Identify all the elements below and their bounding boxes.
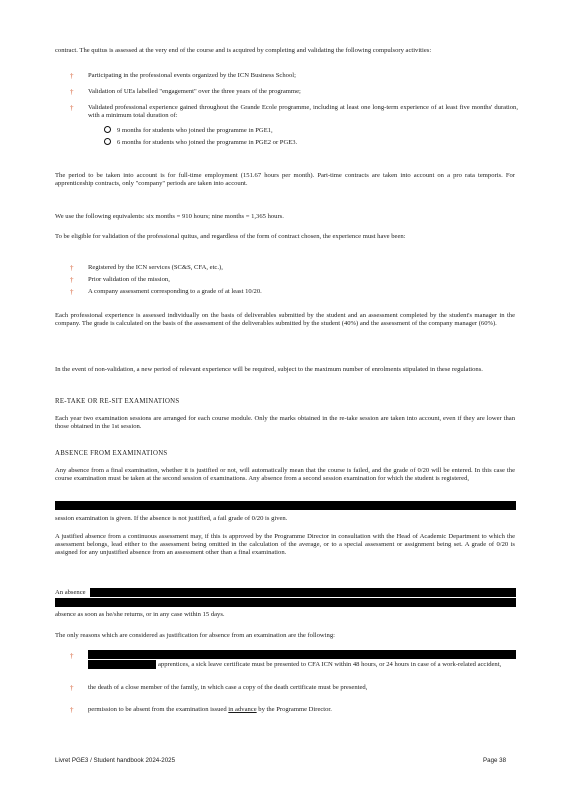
bullet-marker: † <box>70 288 74 296</box>
assessment-paragraph: Each professional experience is assessed individually on the basis of deliverables submitted by the student and an assessment completed by the student's manager in the company. The grade is calculated on the basis of the assessment of the deliverables submitted by the student (40%) and the assessment of the company manager (60%). <box>55 312 515 327</box>
reason-item: the death of a close member of the family, in which case a copy of the death certificate must be presented, <box>88 684 368 691</box>
non-validation-paragraph: In the event of non-validation, a new period of relevant experience will be required, subject to the maximum number of enrolments stipulated in these regulations. <box>55 366 483 373</box>
activity-item: Validated professional experience gained throughout the Grande Ecole programme, including at least one long-term experience of at least five months' duration, with a minimum total duration of: <box>88 104 518 119</box>
circle-bullet-icon <box>104 138 111 145</box>
reason-item: permission to be absent from the examination issued in advance by the Programme Director. <box>88 706 332 713</box>
retake-heading: RE-TAKE OR RE-SIT EXAMINATIONS <box>55 398 180 405</box>
equivalents-paragraph: We use the following equivalents: six months = 910 hours; nine months = 1,365 hours. <box>55 213 284 220</box>
circle-bullet-icon <box>104 126 111 133</box>
bullet-marker: † <box>70 88 74 96</box>
bullet-marker: † <box>70 652 74 660</box>
absence-return-text: absence as soon as he/she returns, or in any case within 15 days. <box>55 611 225 618</box>
duration-item: 9 months for students who joined the programme in PGE1, <box>104 126 273 135</box>
redaction-bar <box>90 588 516 597</box>
duration-item: 6 months for students who joined the programme in PGE2 or PGE3. <box>104 138 297 147</box>
bullet-marker: † <box>70 684 74 692</box>
period-paragraph: The period to be taken into account is for full-time employment (151.67 hours per month). Part-time contracts are taken into account on a pro rata temporis. For apprenticeship contracts, only "company" periods are taken into account. <box>55 172 515 187</box>
eligibility-item: Prior validation of the mission, <box>88 276 170 283</box>
activity-item: Validation of UEs labelled "engagement" over the three years of the programme; <box>88 88 301 95</box>
eligibility-paragraph: To be eligible for validation of the professional quitus, and regardless of the form of contract chosen, the experience must have been: <box>55 233 406 240</box>
reason-item: apprentices, a sick leave certificate must be presented to CFA ICN within 48 hours, or 24 hours in case of a work-related accident, <box>158 661 502 668</box>
absence-paragraph: Any absence from a final examination, whether it is justified or not, will automatically mean that the course is failed, and the grade of 0/20 will be entered. In this case the course examination must be taken at the second session of examinations. Any absence from a second session examination for which the student is registered, <box>55 467 515 482</box>
redaction-bar <box>88 650 516 659</box>
redaction-bar <box>55 598 516 607</box>
footer-page-number: Page 38 <box>483 757 507 764</box>
redaction-bar <box>55 501 516 510</box>
absence-paragraph-end: session examination is given. If the absence is not justified, a fail grade of 0/20 is given. <box>55 515 288 522</box>
bullet-marker: † <box>70 276 74 284</box>
bullet-marker: † <box>70 264 74 272</box>
redaction-bar <box>88 660 156 669</box>
eligibility-item: A company assessment corresponding to a grade of at least 10/20. <box>88 288 262 295</box>
activity-item: Participating in the professional events organized by the ICN Business School; <box>88 72 296 79</box>
bullet-marker: † <box>70 104 74 112</box>
footer-handbook-title: Livret PGE3 / Student handbook 2024-2025 <box>55 757 176 764</box>
eligibility-item: Registered by the ICN services (SC&S, CFA, etc.), <box>88 264 223 271</box>
absence-lead-text: An absence <box>55 589 86 596</box>
reasons-paragraph: The only reasons which are considered as justification for absence from an examination are the following: <box>55 632 335 639</box>
intro-paragraph: contract. The quitus is assessed at the very end of the course and is acquired by completing and validating the following compulsory activities: <box>55 47 432 54</box>
justified-absence-paragraph: A justified absence from a continuous assessment may, if this is approved by the Programme Director in consultation with the Head of Academic Department to which the assessment belongs, lead either to the assessment being omitted in the calculation of the average, or to a special assessment or assignment being set. A grade of 0/20 is assigned for any unjustified absence from an assessment other than a final examination. <box>55 533 515 556</box>
bullet-marker: † <box>70 72 74 80</box>
retake-paragraph: Each year two examination sessions are arranged for each course module. Only the marks obtained in the re-take session are taken into account, even if they are lower than those obtained in the 1st session. <box>55 415 515 430</box>
absence-heading: ABSENCE FROM EXAMINATIONS <box>55 450 168 457</box>
bullet-marker: † <box>70 706 74 714</box>
